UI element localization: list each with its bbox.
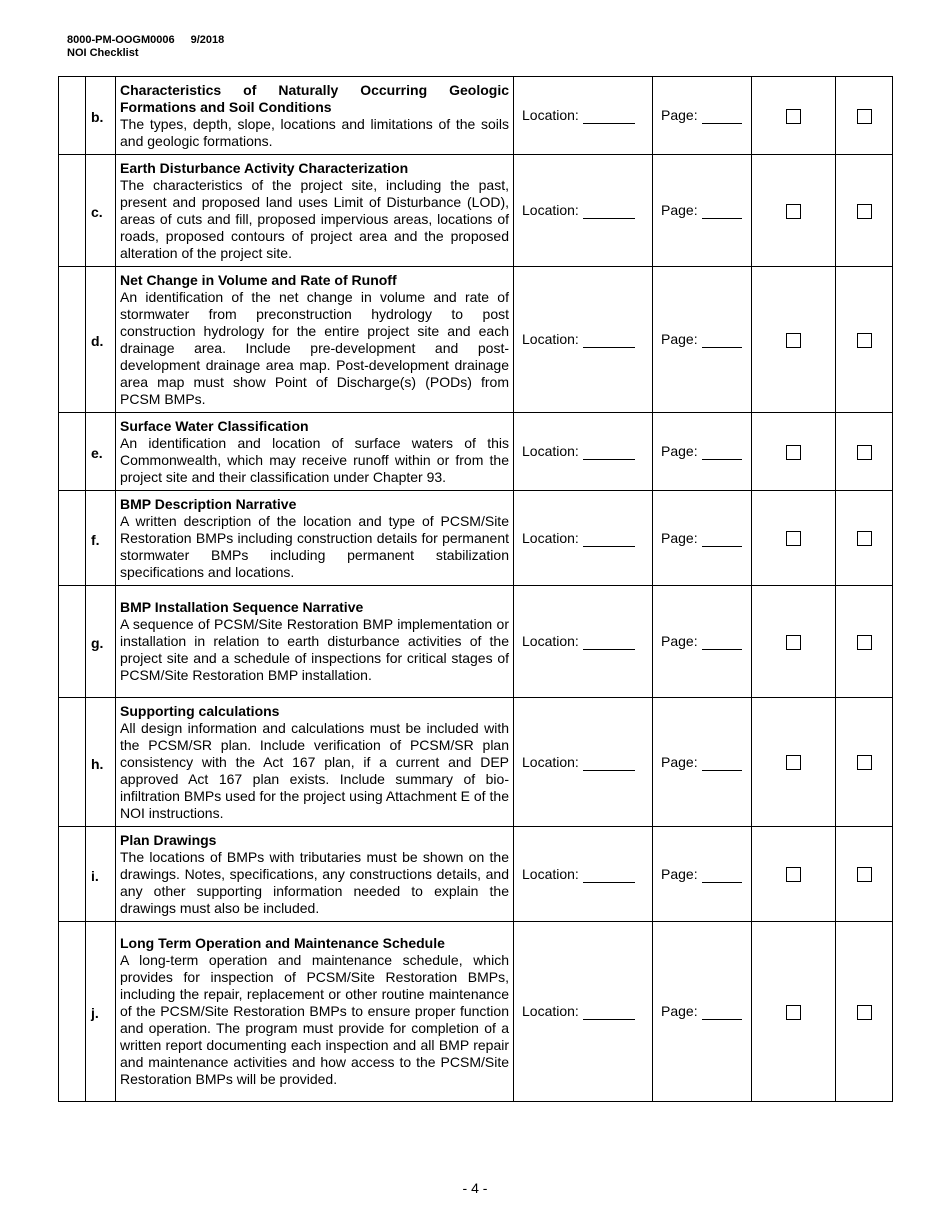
- checkbox-cell: [836, 413, 893, 491]
- page-blank[interactable]: [702, 331, 742, 348]
- row-blank-cell: [59, 827, 86, 922]
- page-field[interactable]: [653, 155, 752, 267]
- checkbox-second[interactable]: [857, 109, 872, 124]
- checkbox-second[interactable]: [857, 445, 872, 460]
- item-description: [116, 827, 514, 922]
- checkbox-second[interactable]: [857, 755, 872, 770]
- checkbox-second[interactable]: [857, 867, 872, 882]
- checkbox-cell: [752, 413, 836, 491]
- location-blank[interactable]: [583, 866, 635, 883]
- page-blank[interactable]: [702, 866, 742, 883]
- location-label: Location:: [522, 107, 579, 123]
- form-date: 9/2018: [190, 34, 225, 46]
- checkbox-cell: [752, 491, 836, 586]
- checklist-row: [59, 155, 893, 267]
- row-blank-cell: [59, 586, 86, 698]
- page-field[interactable]: [653, 491, 752, 586]
- checklist-row: [59, 586, 893, 698]
- page-field[interactable]: [653, 267, 752, 413]
- checkbox-second[interactable]: [857, 333, 872, 348]
- page-number: - 4 -: [462, 1180, 488, 1196]
- checkbox-first[interactable]: [786, 1005, 801, 1020]
- location-blank[interactable]: [583, 754, 635, 771]
- page-label: Page:: [661, 633, 698, 649]
- item-body: The characteristics of the project site, including the past, present and proposed land uses Limit of Disturbance (LOD), areas of cuts and fill, proposed impervious areas, locations of roads, proposed contours of project area and the proposed alteration of the project site.: [120, 176, 509, 261]
- checkbox-first[interactable]: [786, 109, 801, 124]
- checkbox-cell: [752, 698, 836, 827]
- item-letter: b.: [86, 77, 116, 155]
- checkbox-second[interactable]: [857, 1005, 872, 1020]
- item-title: Characteristics of Naturally Occurring Geologic Formations and Soil Conditions: [120, 81, 509, 115]
- page-field[interactable]: [653, 827, 752, 922]
- row-blank-cell: [59, 698, 86, 827]
- location-field[interactable]: [514, 267, 653, 413]
- page-label: Page:: [661, 753, 698, 770]
- location-label: Location:: [522, 443, 579, 459]
- item-description: [116, 413, 514, 491]
- checkbox-first[interactable]: [786, 333, 801, 348]
- checkbox-cell: [836, 922, 893, 1102]
- location-label: Location:: [522, 202, 579, 218]
- location-blank[interactable]: [583, 202, 635, 219]
- item-body: All design information and calculations must be included with the PCSM/SR plan. Include verification of PCSM/SR plan consistency with the Act 167 plan, if a current and DEP approved Act 167 plan exists. Include summary of bio-infiltration BMPs used for the project using Attachment E of the NOI instructions.: [120, 719, 509, 821]
- item-title: Surface Water Classification: [120, 417, 309, 434]
- item-description: [116, 491, 514, 586]
- item-letter: h.: [86, 698, 116, 827]
- location-field[interactable]: [514, 922, 653, 1102]
- item-description: [116, 77, 514, 155]
- checkbox-second[interactable]: [857, 204, 872, 219]
- checkbox-cell: [836, 698, 893, 827]
- checkbox-first[interactable]: [786, 531, 801, 546]
- location-blank[interactable]: [583, 107, 635, 124]
- location-label: Location:: [522, 331, 579, 347]
- page-field[interactable]: [653, 922, 752, 1102]
- item-letter: i.: [86, 827, 116, 922]
- page-blank[interactable]: [702, 530, 742, 547]
- item-letter: g.: [86, 586, 116, 698]
- location-blank[interactable]: [583, 331, 635, 348]
- checkbox-first[interactable]: [786, 635, 801, 650]
- location-label: Location:: [522, 633, 579, 649]
- location-blank[interactable]: [583, 633, 635, 650]
- location-field[interactable]: [514, 491, 653, 586]
- page-label: Page:: [661, 865, 698, 882]
- checklist-row: [59, 77, 893, 155]
- item-body: A written description of the location and type of PCSM/Site Restoration BMPs including construction details for permanent stormwater BMPs including permanent stabilization specifications and locations.: [120, 512, 509, 580]
- item-body: An identification and location of surface waters of this Commonwealth, which may receive runoff within or from the project site and their classification under Chapter 93.: [120, 434, 509, 485]
- checkbox-second[interactable]: [857, 531, 872, 546]
- checklist-row: [59, 922, 893, 1102]
- item-letter: e.: [86, 413, 116, 491]
- page-label: Page:: [661, 107, 698, 123]
- page-field[interactable]: [653, 413, 752, 491]
- checkbox-cell: [752, 155, 836, 267]
- page-blank[interactable]: [702, 1003, 742, 1020]
- item-title: BMP Description Narrative: [120, 495, 297, 512]
- item-body: A long-term operation and maintenance schedule, which provides for inspection of PCSM/Site Restoration BMPs, including the repair, replacement or other routine maintenance of the PCSM/Site Restoration BMPs to ensure proper function and operation. The program must provide for completion of a written report documenting each inspection and all BMP repair and maintenance activities and how access to the PCSM/Site Restoration BMPs will be provided.: [120, 952, 509, 1087]
- checkbox-cell: [752, 267, 836, 413]
- page-label: Page:: [661, 443, 698, 459]
- location-field[interactable]: [514, 77, 653, 155]
- page-field[interactable]: [653, 77, 752, 155]
- checklist-row: [59, 698, 893, 827]
- item-letter: c.: [86, 155, 116, 267]
- item-title: Long Term Operation and Maintenance Schedule: [120, 935, 445, 951]
- item-description: [116, 698, 514, 827]
- page-label: Page:: [661, 202, 698, 218]
- location-blank[interactable]: [583, 443, 635, 460]
- item-body: The locations of BMPs with tributaries must be shown on the drawings. Notes, specifications, any constructions details, and any other supporting information needed to explain the drawings must also be included.: [120, 848, 509, 916]
- location-label: Location:: [522, 529, 579, 546]
- page-field[interactable]: [653, 698, 752, 827]
- checkbox-cell: [836, 155, 893, 267]
- page-label: Page:: [661, 1003, 698, 1019]
- page-blank[interactable]: [702, 754, 742, 771]
- checkbox-first[interactable]: [786, 755, 801, 770]
- item-description: [116, 586, 514, 698]
- item-title: Earth Disturbance Activity Characterization: [120, 159, 409, 176]
- checkbox-cell: [752, 586, 836, 698]
- checkbox-second[interactable]: [857, 635, 872, 650]
- item-description: [116, 155, 514, 267]
- item-description: [116, 922, 514, 1102]
- page-label: Page:: [661, 331, 698, 347]
- row-blank-cell: [59, 491, 86, 586]
- checkbox-first[interactable]: [786, 204, 801, 219]
- checkbox-first[interactable]: [786, 867, 801, 882]
- item-title: Net Change in Volume and Rate of Runoff: [120, 271, 397, 288]
- location-field[interactable]: [514, 413, 653, 491]
- page-blank[interactable]: [702, 107, 742, 124]
- checkbox-cell: [836, 827, 893, 922]
- checkbox-first[interactable]: [786, 445, 801, 460]
- location-blank[interactable]: [583, 1003, 635, 1020]
- item-title: BMP Installation Sequence Narrative: [120, 599, 364, 615]
- location-label: Location:: [522, 865, 579, 882]
- location-blank[interactable]: [583, 530, 635, 547]
- checkbox-cell: [752, 827, 836, 922]
- checklist-table: [58, 76, 893, 1102]
- page-blank[interactable]: [702, 443, 742, 460]
- row-blank-cell: [59, 922, 86, 1102]
- item-body: The types, depth, slope, locations and limitations of the soils and geologic formations.: [120, 115, 509, 149]
- form-code-line: [67, 34, 224, 47]
- checkbox-cell: [836, 267, 893, 413]
- page-blank[interactable]: [702, 202, 742, 219]
- checklist-row: [59, 827, 893, 922]
- checkbox-cell: [752, 922, 836, 1102]
- checkbox-cell: [836, 586, 893, 698]
- row-blank-cell: [59, 413, 86, 491]
- checkbox-cell: [836, 77, 893, 155]
- page-label: Page:: [661, 529, 698, 546]
- item-body: A sequence of PCSM/Site Restoration BMP implementation or installation in relation to earth disturbance activities of the project site and a schedule of inspections for critical stages of PCSM/Site Restoration BMP installation.: [120, 616, 509, 683]
- item-letter: j.: [86, 922, 116, 1102]
- form-code: 8000-PM-OOGM0006: [67, 34, 175, 46]
- location-field[interactable]: [514, 155, 653, 267]
- page-field[interactable]: [653, 586, 752, 698]
- location-field[interactable]: [514, 586, 653, 698]
- location-field[interactable]: [514, 698, 653, 827]
- form-name: NOI Checklist: [67, 47, 139, 59]
- checkbox-cell: [836, 491, 893, 586]
- item-title: Supporting calculations: [120, 702, 280, 719]
- location-label: Location:: [522, 753, 579, 770]
- checklist-row: [59, 413, 893, 491]
- row-blank-cell: [59, 155, 86, 267]
- item-description: [116, 267, 514, 413]
- checklist-body: [59, 77, 893, 1102]
- location-label: Location:: [522, 1003, 579, 1019]
- location-field[interactable]: [514, 827, 653, 922]
- document-header: [67, 34, 224, 60]
- item-title: Plan Drawings: [120, 831, 217, 848]
- row-blank-cell: [59, 77, 86, 155]
- item-body: An identification of the net change in volume and rate of stormwater from preconstruction hydrology to post construction hydrology for the entire project site and each drainage area. Include pre-development and post-development drainage area map. Post-development drainage area map must show Point of Discharge(s) (PODs) from PCSM BMPs.: [120, 288, 509, 407]
- page-blank[interactable]: [702, 633, 742, 650]
- row-blank-cell: [59, 267, 86, 413]
- checklist-row: [59, 491, 893, 586]
- checkbox-cell: [752, 77, 836, 155]
- checklist-row: [59, 267, 893, 413]
- item-letter: d.: [86, 267, 116, 413]
- item-letter: f.: [86, 491, 116, 586]
